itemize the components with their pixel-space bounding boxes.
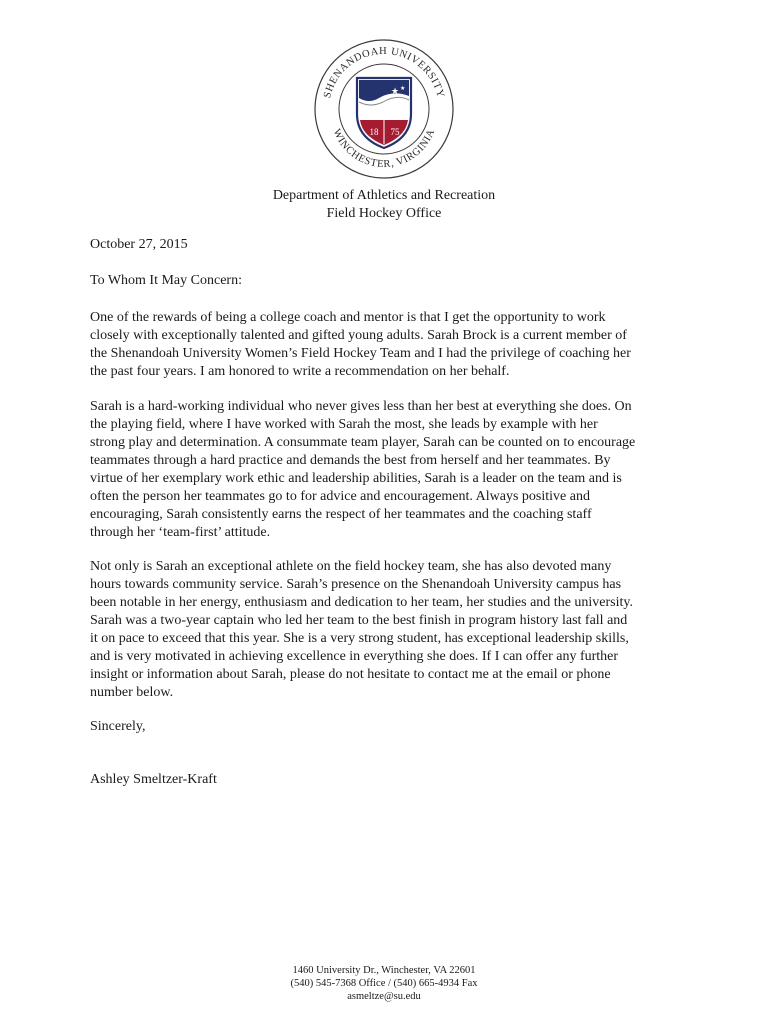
body-paragraph-2 — [90, 398, 680, 542]
seal-year-left: 18 — [369, 127, 379, 137]
signer-name: Ashley Smeltzer-Kraft — [90, 772, 217, 787]
paragraph-line: through her ‘team-first’ attitude. — [90, 525, 271, 540]
svg-text:★: ★ — [400, 85, 406, 92]
paragraph-line: Sarah was a two-year captain who led her team to the best finish in program history last fall and — [90, 613, 628, 628]
letter-date: October 27, 2015 — [90, 237, 188, 252]
department-name: Department of Athletics and Recreation — [272, 188, 496, 203]
paragraph-line: it on pace to exceed that this year. She is a very strong student, has exceptional leadership skills, — [90, 631, 629, 646]
paragraph-line: Sarah is a hard-working individual who never gives less than her best at everything she does. On — [90, 399, 632, 414]
paragraph-line: One of the rewards of being a college coach and mentor is that I get the opportunity to work — [90, 310, 606, 325]
paragraph-line: insight or information about Sarah, please do not hesitate to contact me at the email or phone — [90, 667, 611, 682]
letter-closing: Sincerely, — [90, 719, 146, 734]
paragraph-line: often the person her teammates go to for advice and encouragement. Always positive and — [90, 489, 590, 504]
footer-email: asmeltze@su.edu — [347, 991, 421, 1002]
paragraph-line: teammates through a hard practice and demands the best from herself and her teammates. By — [90, 453, 611, 468]
paragraph-line: and is very motivated in achieving excellence in everything she does. If I can offer any further — [90, 649, 619, 664]
seal-ring-top-text: SHENANDOAH UNIVERSITY — [322, 45, 446, 100]
letterhead-footer — [0, 964, 768, 1003]
seal-ring-bottom-text: WINCHESTER, VIRGINIA — [330, 127, 438, 171]
paragraph-line: virtue of her exemplary work ethic and leadership abilities, Sarah is a leader on the team and is — [90, 471, 622, 486]
body-paragraph-1 — [90, 309, 680, 381]
paragraph-line: number below. — [90, 685, 174, 700]
paragraph-line: closely with exceptionally talented and gifted young adults. Sarah Brock is a current member of — [90, 328, 627, 343]
letter-salutation: To Whom It May Concern: — [90, 273, 242, 288]
university-seal-logo — [313, 38, 455, 180]
body-paragraph-3 — [90, 558, 680, 702]
svg-text:★: ★ — [391, 87, 400, 97]
letterhead-department — [0, 187, 768, 223]
office-name: Field Hockey Office — [326, 206, 442, 221]
seal-year-right: 75 — [390, 127, 400, 137]
paragraph-line: the playing field, where I have worked with Sarah the most, she leads by example with her — [90, 417, 598, 432]
paragraph-line: strong play and determination. A consummate team player, Sarah can be counted on to encourage — [90, 435, 636, 450]
paragraph-line: been notable in her energy, enthusiasm and dedication to her team, her studies and the university. — [90, 595, 633, 610]
paragraph-line: the Shenandoah University Women’s Field Hockey Team and I had the privilege of coaching her — [90, 346, 631, 361]
footer-address: 1460 University Dr., Winchester, VA 22601 — [292, 965, 476, 976]
paragraph-line: hours towards community service. Sarah’s presence on the Shenandoah University campus has — [90, 577, 622, 592]
footer-phone: (540) 545-7368 Office / (540) 665-4934 Fax — [290, 978, 478, 989]
paragraph-line: encouraging, Sarah consistently earns the respect of her teammates and the coaching staff — [90, 507, 592, 522]
paragraph-line: Not only is Sarah an exceptional athlete on the field hockey team, she has also devoted many — [90, 559, 612, 574]
paragraph-line: the past four years. I am honored to write a recommendation on her behalf. — [90, 364, 510, 379]
